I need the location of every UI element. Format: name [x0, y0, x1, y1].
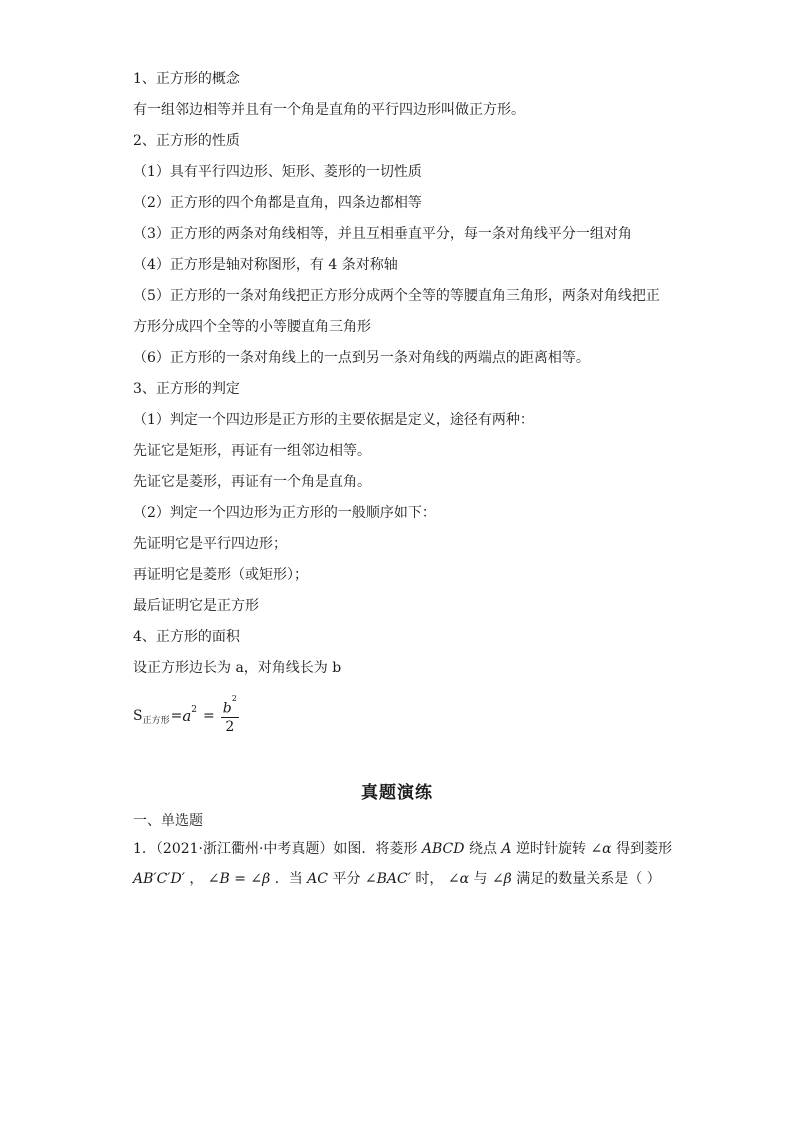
- paragraph-definition: 有一组邻边相等并且有一个角是直角的平行四边形叫做正方形。: [133, 102, 525, 118]
- q1-text-m: 平分: [332, 871, 361, 887]
- heading-criteria: 3、正方形的判定: [133, 381, 240, 397]
- criteria-rectangle-path: 先证它是矩形，再证有一组邻边相等。: [133, 443, 371, 459]
- numerator-b: b: [222, 700, 232, 717]
- sub-heading-single-choice: 一、单选题: [133, 813, 203, 829]
- q1-math-a: A: [501, 841, 512, 857]
- formula-equals-2: =: [203, 708, 215, 724]
- formula-a: a: [182, 707, 192, 725]
- section-title: 真题演练: [361, 783, 433, 803]
- heading-concept: 1、正方形的概念: [133, 71, 240, 87]
- q1-math-abcd: ABCD: [421, 841, 465, 857]
- property-2: （2）正方形的四个角都是直角，四条边都相等: [133, 195, 422, 211]
- criteria-2: （2）判定一个四边形为正方形的一般顺序如下：: [133, 505, 436, 521]
- fraction-numerator: [220, 693, 240, 717]
- criteria-step-1: 先证明它是平行四边形；: [133, 536, 287, 552]
- q1-text-i: ，: [189, 871, 204, 887]
- q1-math-alpha: ∠α: [590, 841, 612, 857]
- q1-text-c: 绕点: [468, 841, 497, 857]
- question-1-line-2: [133, 870, 661, 888]
- q1-text-q: 与: [473, 871, 488, 887]
- heading-area: 4、正方形的面积: [133, 629, 240, 645]
- q1-math-ac: AC: [307, 871, 328, 887]
- question-1-line-1: [133, 840, 672, 858]
- property-4: （4）正方形是轴对称图形，有 4 条对称轴: [133, 257, 398, 273]
- formula-fraction: [220, 693, 240, 736]
- area-formula: [133, 695, 240, 737]
- property-5-line-2: 方形分成四个全等的小等腰直角三角形: [133, 319, 371, 335]
- q1-math-alpha-2: ∠α: [447, 871, 470, 887]
- q1-text-s: 满足的数量关系是（ ）: [516, 871, 661, 887]
- criteria-1: （1）判定一个四边形是正方形的主要依据是定义，途径有两种：: [133, 412, 534, 428]
- property-6: （6）正方形的一条对角线上的一点到另一条对角线的两端点的距离相等。: [133, 350, 590, 366]
- q1-math-beta: ∠β: [491, 871, 512, 887]
- property-3: （3）正方形的两条对角线相等，并且互相垂直平分，每一条对角线平分一组对角: [133, 226, 632, 242]
- fraction-bar: [221, 717, 239, 718]
- q1-text-g: 得到菱形: [616, 841, 673, 857]
- numerator-exponent: 2: [231, 693, 237, 703]
- criteria-step-3: 最后证明它是正方形: [133, 598, 259, 614]
- q1-math-b-beta: ∠B = ∠β: [207, 871, 271, 887]
- formula-s: S: [133, 708, 143, 724]
- formula-exponent: 2: [191, 705, 198, 715]
- fraction-denominator: 2: [225, 719, 235, 736]
- formula-subscript: 正方形: [142, 715, 170, 726]
- q1-math-bac-prime: ∠BAC′: [364, 871, 411, 887]
- q1-text-k: ．当: [274, 871, 303, 887]
- property-5-line-1: （5）正方形的一条对角线把正方形分成两个全等的等腰直角三角形，两条对角线把正: [133, 288, 660, 304]
- property-1: （1）具有平行四边形、矩形、菱形的一切性质: [133, 164, 422, 180]
- area-setup: 设正方形边长为 a，对角线长为 b: [133, 660, 342, 676]
- q1-text-a: 1．（2021·浙江衢州·中考真题）如图．将菱形: [133, 841, 418, 857]
- criteria-rhombus-path: 先证它是菱形，再证有一个角是直角。: [133, 474, 371, 490]
- q1-text-e: 逆时针旋转: [515, 841, 586, 857]
- criteria-step-2: 再证明它是菱形（或矩形）；: [133, 567, 308, 583]
- q1-math-abcd-prime: AB′C′D′: [133, 871, 185, 887]
- formula-equals-1: =: [170, 708, 183, 724]
- q1-text-o: 时，: [415, 871, 444, 887]
- heading-properties: 2、正方形的性质: [133, 133, 240, 149]
